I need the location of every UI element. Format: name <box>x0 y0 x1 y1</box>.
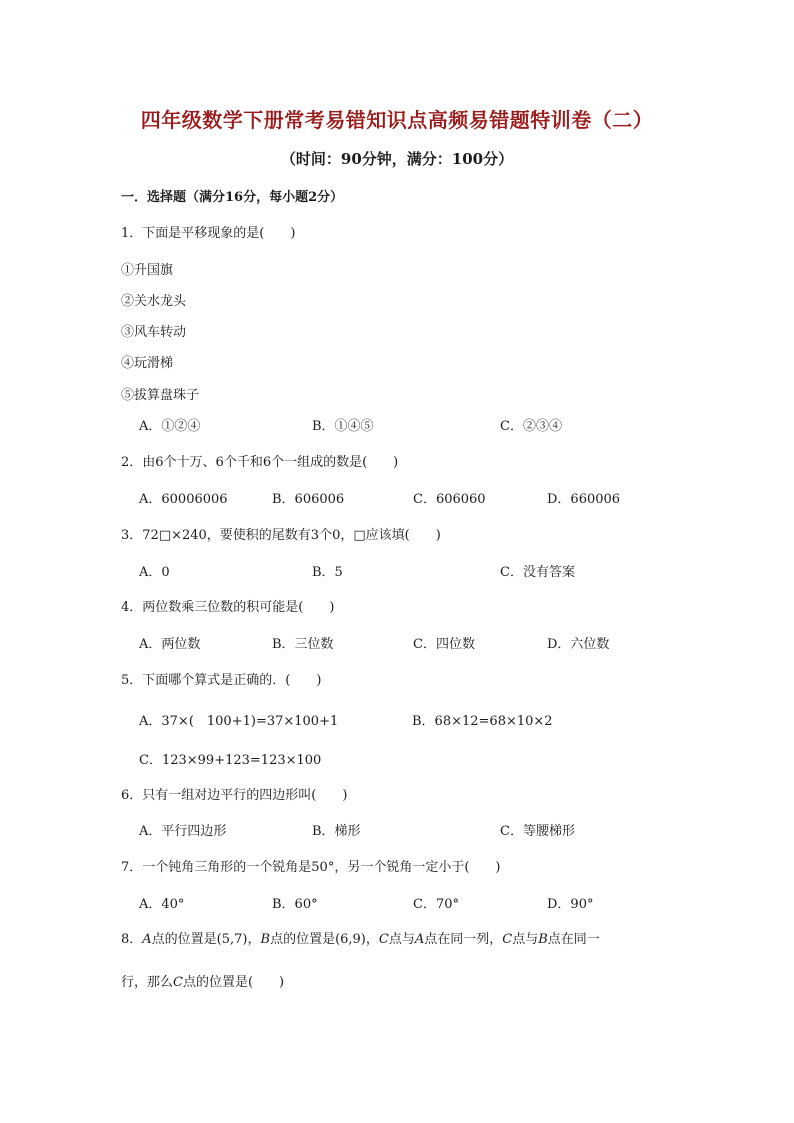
stem-text: 点与 <box>388 932 415 947</box>
question-1-stem: 1．下面是平移现象的是( ) <box>121 226 296 241</box>
point-c-label: C <box>173 975 183 990</box>
question-1-item: ②关水龙头 <box>121 294 187 309</box>
question-6-option-b[interactable]: B．梯形 <box>312 824 361 839</box>
question-3-option-c[interactable]: C．没有答案 <box>500 565 575 580</box>
question-2-option-d[interactable]: D．660006 <box>547 492 621 507</box>
question-5-option-c[interactable]: C．123×99+123=123×100 <box>139 753 322 768</box>
question-4-option-a[interactable]: A．两位数 <box>139 637 201 652</box>
question-6-option-a[interactable]: A．平行四边形 <box>139 824 227 839</box>
question-2-stem: 2．由6个十万、6个千和6个一组成的数是( ) <box>121 455 399 470</box>
question-number: 8． <box>121 932 143 947</box>
question-2-option-c[interactable]: C．606060 <box>413 492 486 507</box>
page-subtitle: （时间：90分钟，满分：100分） <box>280 150 514 168</box>
stem-text: 点与 <box>512 932 539 947</box>
question-1-option-b[interactable]: B．①④⑤ <box>312 419 374 434</box>
question-1-item: ⑤拔算盘珠子 <box>121 388 200 403</box>
question-1-option-c[interactable]: C．②③④ <box>500 419 562 434</box>
question-5-option-b[interactable]: B．68×12=68×10×2 <box>412 714 553 729</box>
point-c-label: C <box>502 932 513 947</box>
stem-text: 点在同一列， <box>424 932 503 947</box>
question-3-option-b[interactable]: B．5 <box>312 565 343 580</box>
point-a-label: A <box>142 932 152 947</box>
point-b-label: B <box>260 932 271 947</box>
question-4-option-b[interactable]: B．三位数 <box>272 637 334 652</box>
page-title: 四年级数学下册常考易错知识点高频易错题特训卷（二） <box>140 108 654 132</box>
question-4-option-c[interactable]: C．四位数 <box>413 637 475 652</box>
question-1-item: ①升国旗 <box>121 263 174 278</box>
question-1-item: ③风车转动 <box>121 325 187 340</box>
question-7-option-a[interactable]: A．40° <box>139 897 185 912</box>
question-6-stem: 6．只有一组对边平行的四边形叫( ) <box>121 788 348 803</box>
question-3-option-a[interactable]: A．0 <box>139 565 170 580</box>
stem-text: 点的位置是(6,9)， <box>270 932 379 947</box>
question-7-option-b[interactable]: B．60° <box>272 897 318 912</box>
stem-text: 点的位置是(5,7)， <box>151 932 261 947</box>
question-7-stem: 7．一个钝角三角形的一个锐角是50°，另一个锐角一定小于( ) <box>121 860 501 875</box>
question-7-option-d[interactable]: D．90° <box>547 897 594 912</box>
question-1-option-a[interactable]: A．①②④ <box>139 419 201 434</box>
question-5-option-a[interactable]: A．37×( 100+1)=37×100+1 <box>139 714 339 729</box>
question-1-item: ④玩滑梯 <box>121 356 174 371</box>
question-6-option-c[interactable]: C．等腰梯形 <box>500 824 575 839</box>
stem-text: 行，那么 <box>121 975 174 990</box>
question-4-option-d[interactable]: D．六位数 <box>547 637 610 652</box>
stem-text: 点的位置是( ) <box>182 975 285 990</box>
question-8-stem-line-1 <box>121 928 600 947</box>
point-b-label: B <box>538 932 548 947</box>
question-4-stem: 4．两位数乘三位数的积可能是( ) <box>121 600 335 615</box>
question-2-option-a[interactable]: A．60006006 <box>139 492 228 507</box>
question-5-stem: 5．下面哪个算式是正确的．( ) <box>121 673 322 688</box>
question-8-stem-line-2 <box>121 971 284 990</box>
question-7-option-c[interactable]: C．70° <box>413 897 459 912</box>
stem-text: 点在同一 <box>547 932 600 947</box>
section-heading: 一．选择题（满分16分，每小题2分） <box>121 190 344 205</box>
question-2-option-b[interactable]: B．606006 <box>272 492 345 507</box>
point-a-label: A <box>414 932 425 947</box>
question-3-stem: 3．72□×240，要使积的尾数有3个0，□应该填( ) <box>121 528 441 543</box>
point-c-label: C <box>378 932 389 947</box>
